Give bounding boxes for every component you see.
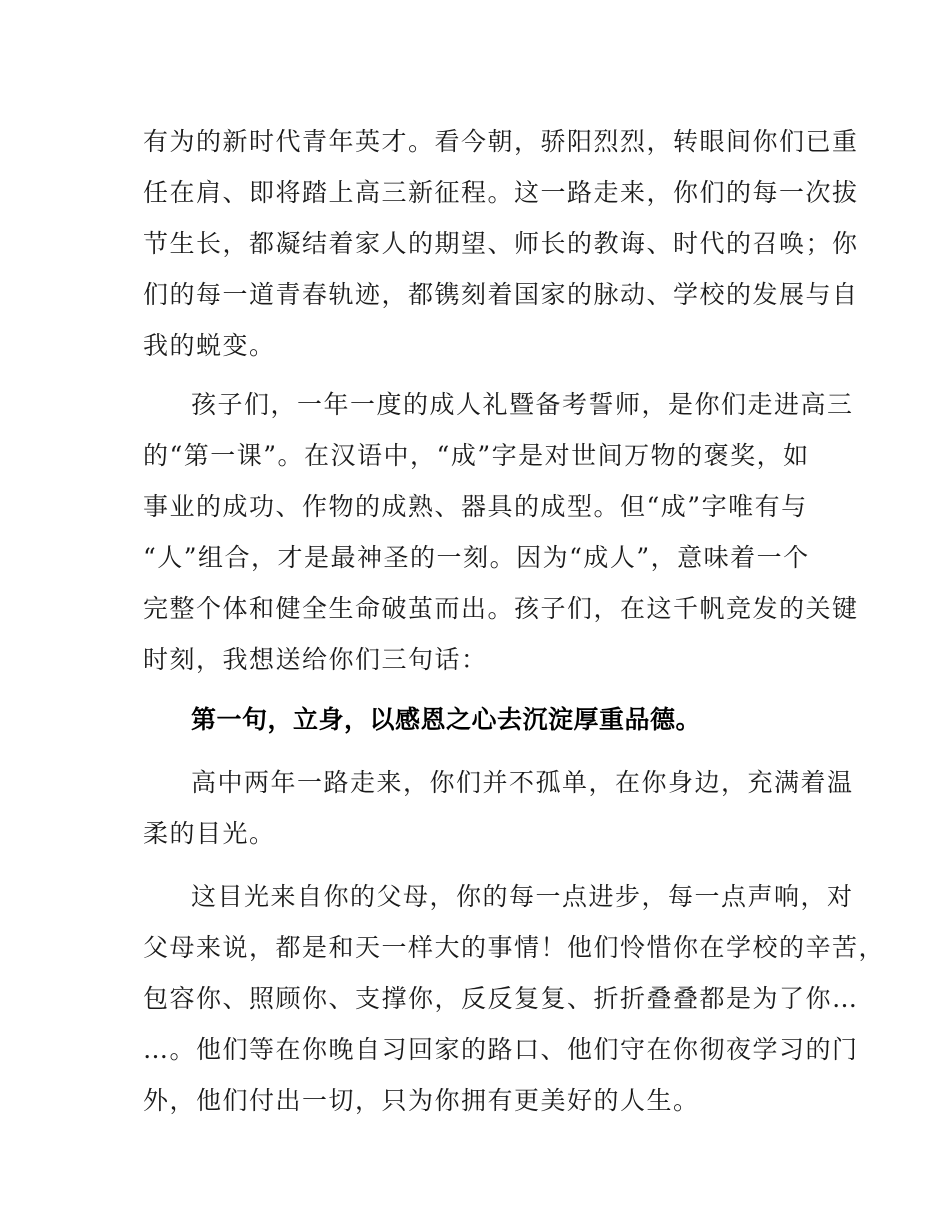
paragraph-2-line-5: 完整个体和健全生命破茧而出。孩子们，在这千帆竞发的关键 <box>143 594 859 623</box>
paragraph-4-line-2: 父母来说，都是和天一样大的事情！他们怜惜你在学校的辛苦， <box>143 933 886 962</box>
paragraph-4-line-1: 这目光来自你的父母，你的每一点进步，每一点声响，对 <box>191 882 854 911</box>
paragraph-1-line-3: 节生长，都凝结着家人的期望、师长的教诲、时代的召唤；你 <box>143 229 859 258</box>
paragraph-2-line-2: 的“第一课”。在汉语中，“成”字是对世间万物的褒奖，如 <box>143 441 810 470</box>
paragraph-4-line-5: 外，他们付出一切，只为你拥有更美好的人生。 <box>143 1086 700 1115</box>
paragraph-4-line-3: 包容你、照顾你、支撑你，反反复复、折折叠叠都是为了你… <box>143 984 859 1013</box>
paragraph-2-line-1: 孩子们，一年一度的成人礼暨备考誓师，是你们走进高三 <box>191 390 854 419</box>
paragraph-2-line-4: “人”组合，才是最神圣的一刻。因为“成人”，意味着一个 <box>143 543 810 572</box>
paragraph-1-line-1: 有为的新时代青年英才。看今朝，骄阳烈烈，转眼间你们已重 <box>143 127 859 156</box>
paragraph-3-line-1: 高中两年一路走来，你们并不孤单，在你身边，充满着温 <box>191 768 854 797</box>
paragraph-1-line-4: 们的每一道青春轨迹，都镌刻着国家的脉动、学校的发展与自 <box>143 280 859 309</box>
paragraph-4-line-4: …。他们等在你晚自习回家的路口、他们守在你彻夜学习的门 <box>143 1035 859 1064</box>
section-heading: 第一句，立身，以感恩之心去沉淀厚重品德。 <box>191 705 702 734</box>
paragraph-1-line-2: 任在肩、即将踏上高三新征程。这一路走来，你们的每一次拔 <box>143 178 859 207</box>
paragraph-1-line-5: 我的蜕变。 <box>143 331 276 360</box>
paragraph-2-line-3: 事业的成功、作物的成熟、器具的成型。但“成”字唯有与 <box>143 492 808 521</box>
paragraph-3-line-2: 柔的目光。 <box>143 819 276 848</box>
paragraph-2-line-6: 时刻，我想送给你们三句话： <box>143 645 488 674</box>
